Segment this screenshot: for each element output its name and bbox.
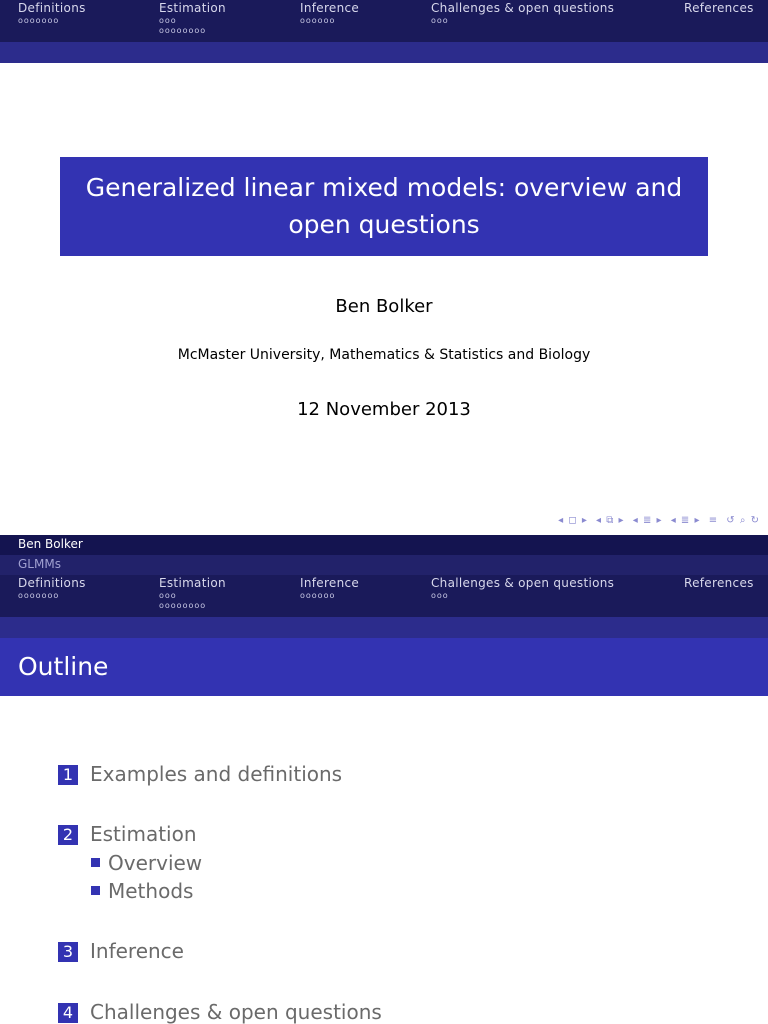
nav-label: References [684, 576, 754, 590]
toc-item-3[interactable] [58, 939, 184, 963]
frame-title-bar [0, 638, 768, 696]
toc-item-1[interactable] [58, 762, 342, 786]
slide1-nav-strip [0, 42, 768, 63]
nav-label: References [684, 1, 754, 15]
nav-estimation[interactable] [159, 576, 226, 611]
toc-label: Challenges & open questions [90, 1000, 382, 1024]
nav-dots[interactable]: ooooooo [18, 16, 60, 25]
author: Ben Bolker [335, 296, 433, 317]
toc-number: 4 [58, 1003, 78, 1023]
nav-dots[interactable]: oooooooo [159, 26, 207, 35]
toc-number: 3 [58, 942, 78, 962]
toc-subitem-methods[interactable] [91, 879, 193, 903]
slide2-title-bar [0, 555, 768, 575]
nav-label: Estimation [159, 1, 226, 15]
search-icon[interactable]: ↺ ⌕ ↻ [726, 515, 760, 526]
frame-title: Outline [18, 652, 109, 681]
beamer-navigation-controls [554, 515, 760, 526]
toc-number: 2 [58, 825, 78, 845]
nav-estimation[interactable] [159, 1, 226, 36]
bullet-icon [91, 886, 100, 895]
bullet-icon [91, 858, 100, 867]
nav-label: Inference [300, 576, 360, 590]
toc-sub-label: Overview [108, 851, 203, 875]
nav-dots[interactable]: oooooooo [159, 601, 207, 610]
nav-dots[interactable]: ooo [159, 591, 177, 600]
nav-label: Inference [300, 1, 360, 15]
toc-item-4[interactable] [58, 1000, 382, 1024]
nav-inference[interactable] [300, 576, 359, 601]
slide1-navbar [0, 0, 768, 42]
nav-references[interactable] [684, 576, 754, 590]
nav-references[interactable] [684, 1, 754, 15]
align-icon[interactable]: ≡ [708, 515, 719, 526]
nav-dots[interactable]: ooo [159, 16, 177, 25]
nav-inference[interactable] [300, 1, 359, 26]
section-nav-icon[interactable]: ◂ ≣ ▸ [632, 515, 663, 526]
slide2-nav-strip [0, 617, 768, 638]
title-line-1: Generalized linear mixed models: overview and [85, 173, 683, 202]
nav-definitions[interactable] [18, 576, 86, 601]
nav-label: Definitions [18, 576, 86, 590]
date: 12 November 2013 [297, 399, 471, 420]
nav-label: Definitions [18, 1, 86, 15]
toc-label: Estimation [90, 822, 197, 846]
nav-label: Challenges & open questions [431, 576, 615, 590]
subsection-nav-icon[interactable]: ◂ ⧉ ▸ [596, 515, 625, 526]
nav-dots[interactable]: ooooooo [18, 591, 60, 600]
header-author: Ben Bolker [18, 537, 83, 551]
toc-sub-label: Methods [108, 879, 194, 903]
toc-subitem-overview[interactable] [91, 851, 202, 875]
toc-label: Examples and definitions [90, 762, 343, 786]
subsubsection-nav-icon[interactable]: ◂ ≣ ▸ [670, 515, 701, 526]
toc-number: 1 [58, 765, 78, 785]
toc-label: Inference [90, 939, 184, 963]
frame-nav-icon[interactable]: ◂ ◻ ▸ [558, 515, 588, 526]
institute: McMaster University, Mathematics & Statistics and Biology [177, 347, 591, 363]
header-short-title: GLMMs [18, 557, 61, 571]
title-line-2: open questions [288, 210, 480, 239]
nav-challenges[interactable] [431, 1, 614, 26]
nav-challenges[interactable] [431, 576, 614, 601]
slide2-author-bar [0, 535, 768, 555]
nav-dots[interactable]: ooo [431, 16, 449, 25]
nav-definitions[interactable] [18, 1, 86, 26]
nav-dots[interactable]: oooooo [300, 16, 336, 25]
slide2-navbar [0, 575, 768, 617]
toc-item-2[interactable] [58, 822, 197, 846]
title-box [60, 157, 708, 256]
nav-label: Estimation [159, 576, 226, 590]
nav-label: Challenges & open questions [431, 1, 615, 15]
nav-dots[interactable]: ooo [431, 591, 449, 600]
nav-dots[interactable]: oooooo [300, 591, 336, 600]
